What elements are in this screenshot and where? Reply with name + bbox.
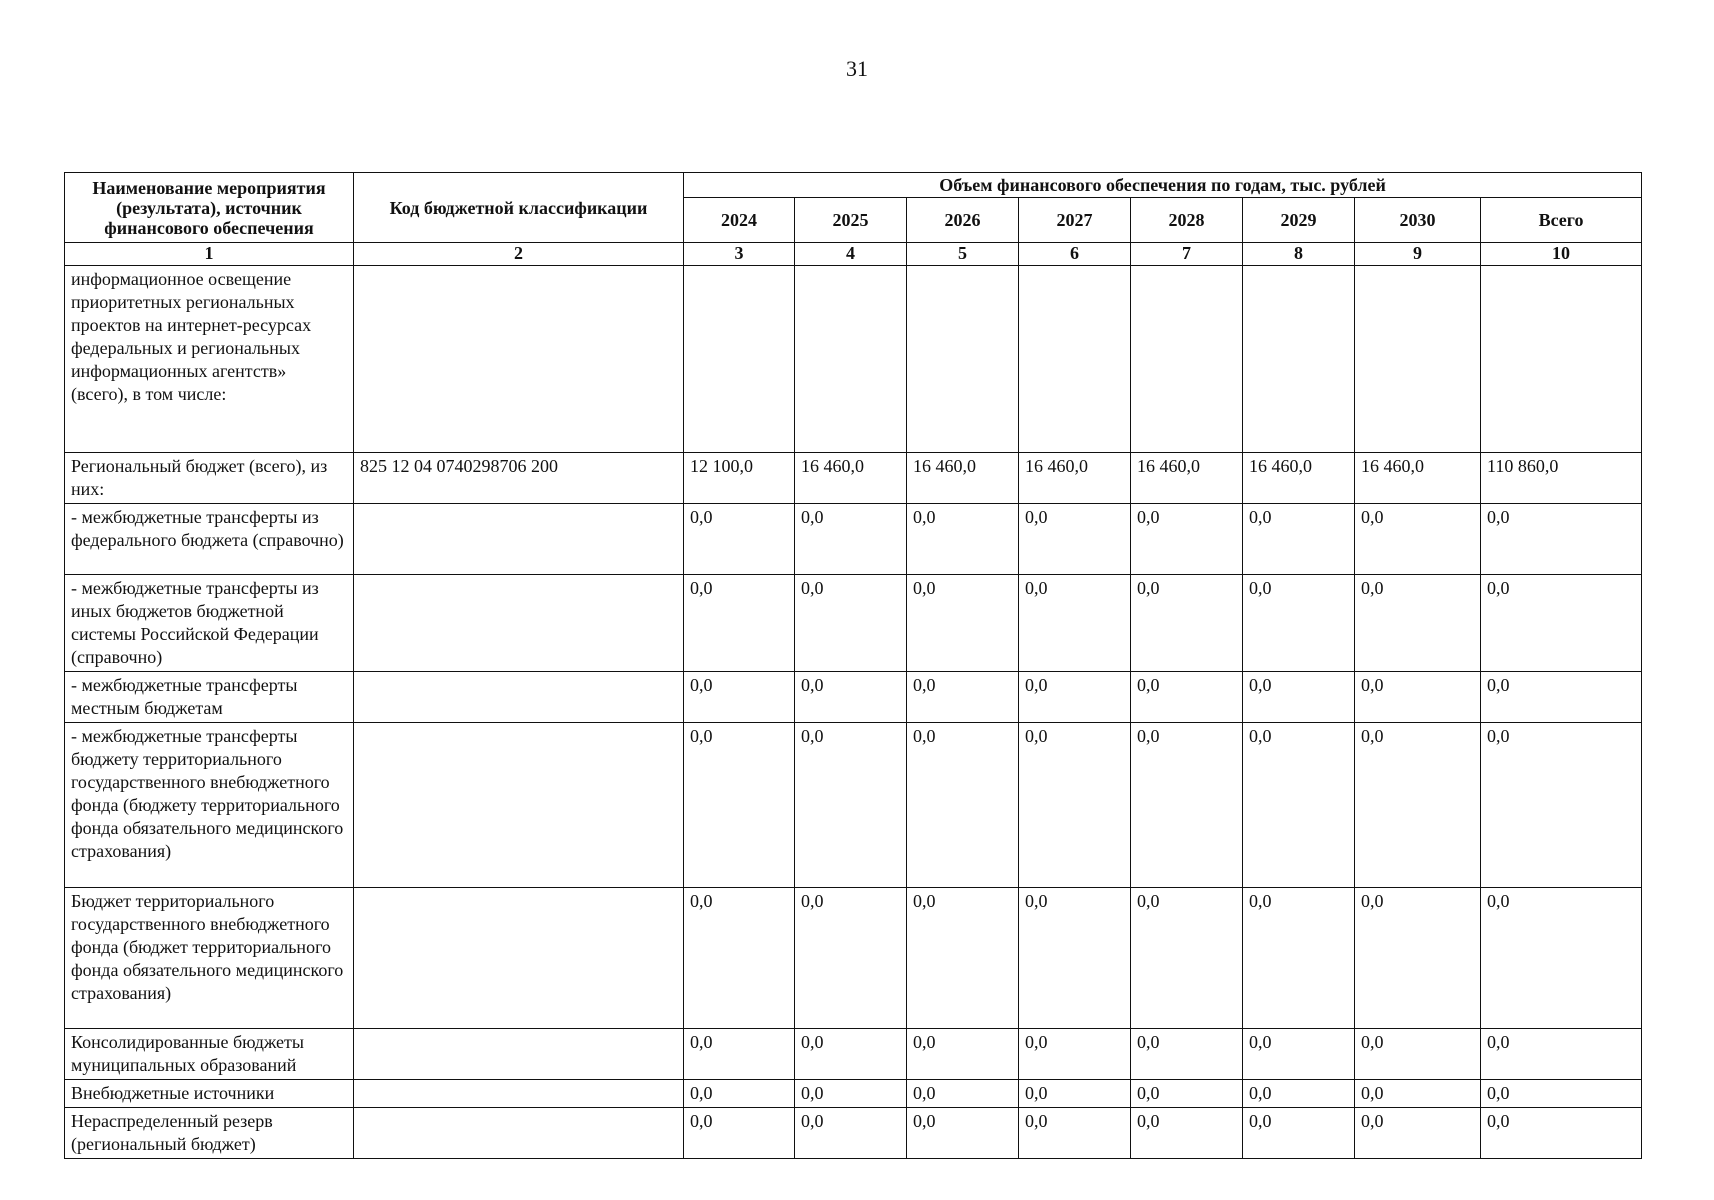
value-cell: 0,0 — [907, 575, 1019, 672]
header-name: Наименование мероприятия (результата), источник финансового обеспечения — [65, 173, 354, 243]
value-cell: 0,0 — [1131, 672, 1243, 723]
table-row — [65, 1080, 1642, 1108]
row-name: - межбюджетные трансферты из федерального бюджета (справочно) — [65, 504, 354, 575]
value-cell: 0,0 — [1019, 1029, 1131, 1080]
value-cell: 0,0 — [795, 1080, 907, 1108]
value-cell: 0,0 — [684, 575, 795, 672]
value-cell: 16 460,0 — [907, 453, 1019, 504]
value-cell: 0,0 — [1481, 575, 1642, 672]
header-year: 2030 — [1355, 198, 1481, 243]
value-cell: 0,0 — [1355, 504, 1481, 575]
value-cell: 0,0 — [1481, 1080, 1642, 1108]
value-cell: 0,0 — [1355, 672, 1481, 723]
value-cell: 0,0 — [684, 888, 795, 1029]
column-number: 1 — [65, 243, 354, 266]
row-code — [354, 1108, 684, 1159]
value-cell: 16 460,0 — [1019, 453, 1131, 504]
header-year: 2024 — [684, 198, 795, 243]
value-cell: 0,0 — [1019, 1108, 1131, 1159]
value-cell: 16 460,0 — [1355, 453, 1481, 504]
value-cell: 0,0 — [1019, 888, 1131, 1029]
column-number: 10 — [1481, 243, 1642, 266]
value-cell: 0,0 — [1481, 1108, 1642, 1159]
row-name: Нераспределенный резерв (региональный бюджет) — [65, 1108, 354, 1159]
row-code — [354, 672, 684, 723]
value-cell: 0,0 — [1243, 504, 1355, 575]
value-cell: 0,0 — [1481, 1029, 1642, 1080]
value-cell: 0,0 — [907, 504, 1019, 575]
column-number: 8 — [1243, 243, 1355, 266]
value-cell: 0,0 — [684, 672, 795, 723]
row-code — [354, 575, 684, 672]
value-cell: 0,0 — [684, 723, 795, 888]
row-name: - межбюджетные трансферты бюджету территориального государственного внебюджетного фонда (бюджету территориального фонда обязательного медицинского страхования) — [65, 723, 354, 888]
value-cell — [1019, 266, 1131, 453]
value-cell: 0,0 — [1019, 1080, 1131, 1108]
value-cell: 0,0 — [1481, 723, 1642, 888]
value-cell: 0,0 — [1355, 723, 1481, 888]
value-cell: 0,0 — [1243, 1029, 1355, 1080]
value-cell: 0,0 — [795, 723, 907, 888]
value-cell — [907, 266, 1019, 453]
row-code: 825 12 04 0740298706 200 — [354, 453, 684, 504]
header-year: 2028 — [1131, 198, 1243, 243]
row-code — [354, 1080, 684, 1108]
row-name: Бюджет территориального государственного внебюджетного фонда (бюджет территориального фонда обязательного медицинского страхования) — [65, 888, 354, 1029]
value-cell: 0,0 — [684, 1080, 795, 1108]
value-cell — [1131, 266, 1243, 453]
financing-table — [64, 172, 1642, 1159]
value-cell: 0,0 — [1243, 672, 1355, 723]
row-code — [354, 504, 684, 575]
value-cell: 0,0 — [1355, 575, 1481, 672]
value-cell: 0,0 — [907, 672, 1019, 723]
value-cell: 0,0 — [795, 1108, 907, 1159]
column-number: 7 — [1131, 243, 1243, 266]
value-cell: 0,0 — [907, 1080, 1019, 1108]
value-cell: 0,0 — [684, 504, 795, 575]
table-row — [65, 266, 1642, 453]
column-number: 2 — [354, 243, 684, 266]
row-code — [354, 1029, 684, 1080]
row-code — [354, 266, 684, 453]
value-cell: 110 860,0 — [1481, 453, 1642, 504]
row-name: - межбюджетные трансферты из иных бюджетов бюджетной системы Российской Федерации (справочно) — [65, 575, 354, 672]
value-cell — [684, 266, 795, 453]
value-cell: 0,0 — [1019, 723, 1131, 888]
value-cell: 0,0 — [1355, 888, 1481, 1029]
value-cell: 0,0 — [1131, 723, 1243, 888]
value-cell: 0,0 — [1131, 1108, 1243, 1159]
value-cell: 0,0 — [1131, 504, 1243, 575]
row-name: - межбюджетные трансферты местным бюджетам — [65, 672, 354, 723]
value-cell: 0,0 — [1481, 672, 1642, 723]
table-row — [65, 1108, 1642, 1159]
header-year: 2025 — [795, 198, 907, 243]
value-cell: 0,0 — [1355, 1080, 1481, 1108]
value-cell — [1355, 266, 1481, 453]
value-cell: 0,0 — [1131, 1029, 1243, 1080]
value-cell: 0,0 — [907, 1108, 1019, 1159]
value-cell: 16 460,0 — [795, 453, 907, 504]
value-cell: 0,0 — [795, 672, 907, 723]
table-row — [65, 575, 1642, 672]
value-cell: 0,0 — [907, 888, 1019, 1029]
table-row — [65, 453, 1642, 504]
value-cell: 0,0 — [907, 1029, 1019, 1080]
value-cell: 0,0 — [1243, 1108, 1355, 1159]
column-number: 9 — [1355, 243, 1481, 266]
value-cell: 0,0 — [907, 723, 1019, 888]
column-number: 6 — [1019, 243, 1131, 266]
row-name: Консолидированные бюджеты муниципальных образований — [65, 1029, 354, 1080]
value-cell: 0,0 — [1131, 888, 1243, 1029]
value-cell: 0,0 — [1243, 888, 1355, 1029]
value-cell: 12 100,0 — [684, 453, 795, 504]
value-cell — [795, 266, 907, 453]
row-name: информационное освещение приоритетных региональных проектов на интернет-ресурсах федеральных и региональных информационных агентств» (всего), в том числе: — [65, 266, 354, 453]
value-cell: 0,0 — [1131, 1080, 1243, 1108]
page-number: 31 — [846, 56, 868, 81]
header-year: 2027 — [1019, 198, 1131, 243]
value-cell: 0,0 — [795, 1029, 907, 1080]
value-cell: 0,0 — [795, 575, 907, 672]
value-cell: 0,0 — [1355, 1029, 1481, 1080]
header-total: Всего — [1481, 198, 1642, 243]
table-row — [65, 723, 1642, 888]
value-cell: 0,0 — [1355, 1108, 1481, 1159]
value-cell: 0,0 — [684, 1029, 795, 1080]
row-name: Региональный бюджет (всего), из них: — [65, 453, 354, 504]
value-cell — [1243, 266, 1355, 453]
value-cell: 0,0 — [1131, 575, 1243, 672]
value-cell: 0,0 — [1019, 672, 1131, 723]
value-cell: 0,0 — [795, 504, 907, 575]
table-row — [65, 672, 1642, 723]
row-name: Внебюджетные источники — [65, 1080, 354, 1108]
column-number: 4 — [795, 243, 907, 266]
table-row — [65, 504, 1642, 575]
header-year: 2029 — [1243, 198, 1355, 243]
value-cell: 0,0 — [1243, 1080, 1355, 1108]
value-cell: 16 460,0 — [1131, 453, 1243, 504]
value-cell: 0,0 — [1019, 575, 1131, 672]
row-code — [354, 888, 684, 1029]
value-cell: 0,0 — [1481, 888, 1642, 1029]
value-cell: 0,0 — [1243, 723, 1355, 888]
row-code — [354, 723, 684, 888]
value-cell: 0,0 — [1019, 504, 1131, 575]
value-cell — [1481, 266, 1642, 453]
column-number: 5 — [907, 243, 1019, 266]
header-year: 2026 — [907, 198, 1019, 243]
value-cell: 0,0 — [684, 1108, 795, 1159]
value-cell: 0,0 — [1243, 575, 1355, 672]
header-volume: Объем финансового обеспечения по годам, тыс. рублей — [684, 173, 1642, 198]
value-cell: 16 460,0 — [1243, 453, 1355, 504]
table-row — [65, 888, 1642, 1029]
table-row — [65, 1029, 1642, 1080]
column-number: 3 — [684, 243, 795, 266]
value-cell: 0,0 — [795, 888, 907, 1029]
header-code: Код бюджетной классификации — [354, 173, 684, 243]
value-cell: 0,0 — [1481, 504, 1642, 575]
